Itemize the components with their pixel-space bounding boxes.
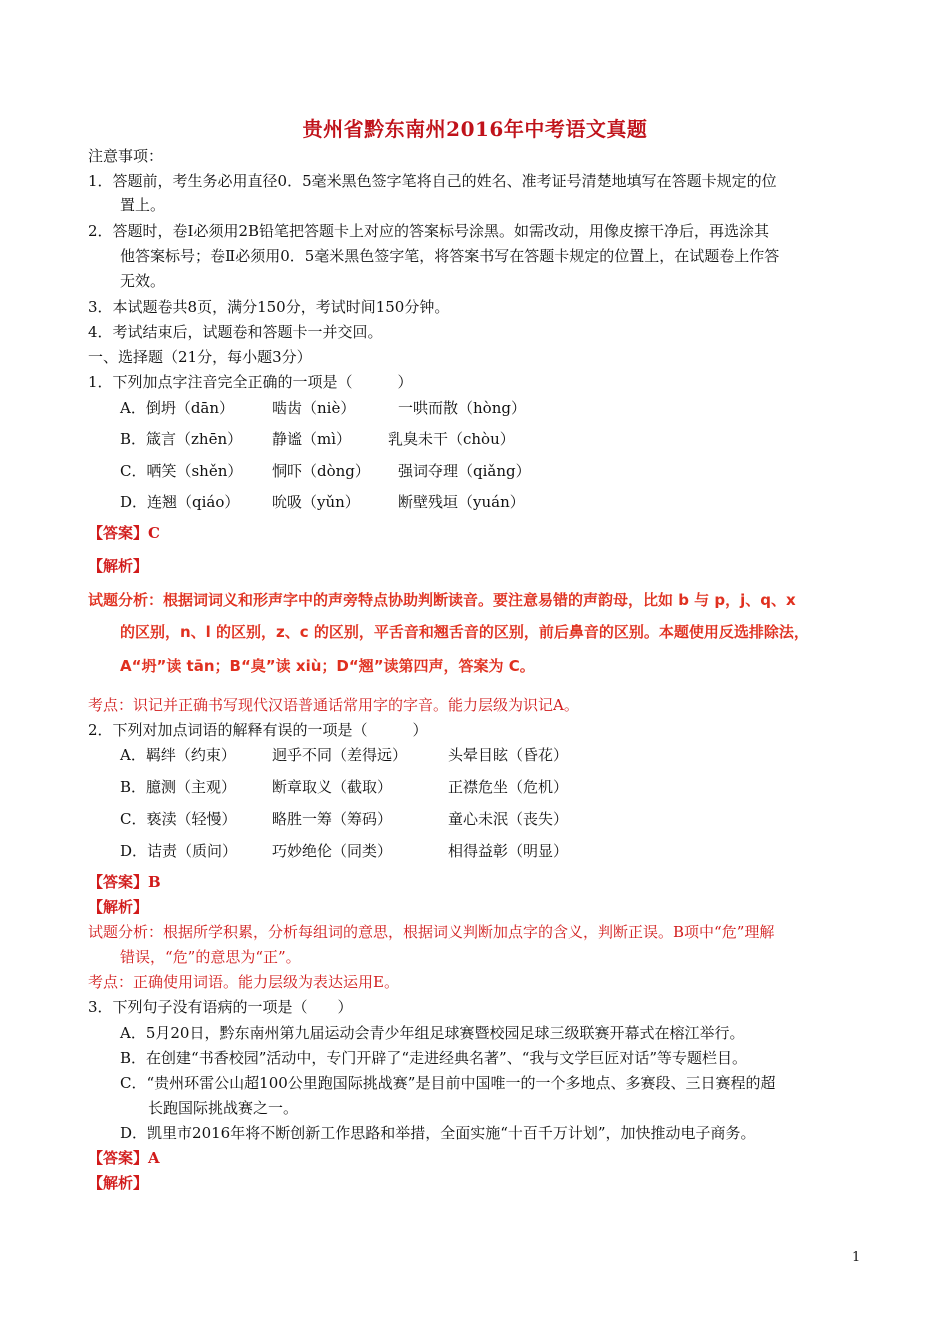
q1-option-c-3: 强词夺理（qiǎng） — [398, 462, 531, 480]
q1-kaodian: 考点：识记并正确书写现代汉语普通话常用字的字音。能力层级为识记A。 — [88, 696, 579, 714]
q1-analysis-line-1: 试题分析：根据词词义和形声字中的声旁特点协助判断读音。要注意易错的声韵母，比如 b 与 p，j、q、x — [88, 591, 796, 609]
q1-stem: 1．下列加点字注音完全正确的一项是（ ） — [88, 373, 413, 391]
q1-option-c-1: C．哂笑（shěn） — [120, 462, 243, 480]
q2-option-c-3: 童心未泯（丧失） — [448, 810, 569, 828]
q3-jiexi: 【解析】 — [88, 1174, 149, 1192]
q2-answer: 【答案】B — [88, 873, 161, 891]
q1-analysis-line-3: A“坍”读 tān；B“臭”读 xiù；D“翘”读第四声，答案为 C。 — [120, 657, 535, 675]
q3-option-d: D．凯里市2016年将不断创新工作思路和举措，全面实施“十百千万计划”，加快推动电子商务。 — [120, 1124, 756, 1142]
q1-option-a-3: 一哄而散（hòng） — [398, 399, 526, 417]
q2-stem: 2．下列对加点词语的解释有误的一项是（ ） — [88, 721, 428, 739]
q3-option-c: C．“贵州环雷公山超100公里跑国际挑战赛”是目前中国唯一的一个多地点、多赛段、三日赛程的超 — [120, 1074, 776, 1092]
notice-item-3: 3．本试题卷共8页，满分150分，考试时间150分钟。 — [88, 298, 450, 316]
q2-option-d-1: D．诘责（质问） — [120, 842, 238, 860]
q1-jiexi: 【解析】 — [88, 557, 149, 575]
q1-option-b-3: 乳臭未干（chòu） — [388, 430, 515, 448]
notice-item-2: 2．答题时，卷Ⅰ必须用2B铅笔把答题卡上对应的答案标号涂黑。如需改动，用像皮擦干净后，再选涂其 — [88, 222, 770, 240]
q2-option-a-2: 迥乎不同（差得远） — [272, 746, 408, 764]
q2-option-b-1: B．臆测（主观） — [120, 778, 237, 796]
q3-option-c-cont: 长跑国际挑战赛之一。 — [148, 1099, 299, 1117]
notice-item-2-cont2: 无效。 — [120, 272, 166, 290]
q1-option-b-1: B．箴言（zhēn） — [120, 430, 243, 448]
q1-analysis-line-2: 的区别，n、l 的区别，z、c 的区别，平舌音和翘舌音的区别，前后鼻音的区别。本题使用反选排除法， — [120, 623, 809, 641]
q3-stem: 3．下列句子没有语病的一项是（ ） — [88, 998, 353, 1016]
q2-analysis-line-2: 错误，“危”的意思为“正”。 — [120, 948, 301, 966]
notice-item-4: 4．考试结束后，试题卷和答题卡一并交回。 — [88, 323, 383, 341]
q2-option-b-3: 正襟危坐（危机） — [448, 778, 569, 796]
q1-option-d-3: 断壁残垣（yuán） — [398, 493, 525, 511]
notice-item-1: 1．答题前，考生务必用直径0．5毫米黑色签字笔将自己的姓名、准考证号清楚地填写在答题卡规定的位 — [88, 172, 777, 190]
page-number: 1 — [852, 1250, 861, 1265]
q2-analysis-line-1: 试题分析：根据所学积累，分析每组词的意思，根据词义判断加点字的含义，判断正误。B项中“危”理解 — [88, 923, 775, 941]
q2-kaodian: 考点：正确使用词语。能力层级为表达运用E。 — [88, 973, 399, 991]
q3-answer: 【答案】A — [88, 1149, 160, 1167]
q1-option-a-2: 啮齿（niè） — [272, 399, 356, 417]
q2-option-d-2: 巧妙绝伦（同类） — [272, 842, 393, 860]
q3-option-b: B．在创建“书香校园”活动中，专门开辟了“走进经典名著”、“我与文学巨匠对话”等专题栏目。 — [120, 1049, 748, 1067]
q1-option-a-1: A．倒坍（dān） — [120, 399, 235, 417]
notice-item-1-cont: 置上。 — [120, 196, 166, 214]
q2-option-d-3: 相得益彰（明显） — [448, 842, 569, 860]
q2-option-a-1: A．羁绊（约束） — [120, 746, 236, 764]
notice-item-2-cont: 他答案标号；卷Ⅱ必须用0．5毫米黑色签字笔，将答案书写在答题卡规定的位置上，在试题卷上作答 — [120, 247, 780, 265]
notice-heading: 注意事项： — [88, 147, 164, 165]
q2-option-a-3: 头晕目眩（昏花） — [448, 746, 569, 764]
q1-option-d-1: D．连翘（qiáo） — [120, 493, 240, 511]
q2-option-b-2: 断章取义（截取） — [272, 778, 393, 796]
q1-option-c-2: 恫吓（dòng） — [272, 462, 370, 480]
q2-jiexi: 【解析】 — [88, 898, 149, 916]
q1-option-d-2: 吮吸（yǔn） — [272, 493, 360, 511]
section-heading: 一、选择题（21分，每小题3分） — [88, 348, 312, 366]
q2-option-c-1: C．亵渎（轻慢） — [120, 810, 237, 828]
q1-option-b-2: 静谧（mì） — [272, 430, 352, 448]
q1-answer: 【答案】C — [88, 524, 160, 542]
q3-option-a: A．5月20日，黔东南州第九届运动会青少年组足球赛暨校园足球三级联赛开幕式在榕江举行。 — [120, 1024, 745, 1042]
q2-option-c-2: 略胜一筹（筹码） — [272, 810, 393, 828]
page-title: 贵州省黔东南州2016年中考语文真题 — [302, 117, 648, 141]
